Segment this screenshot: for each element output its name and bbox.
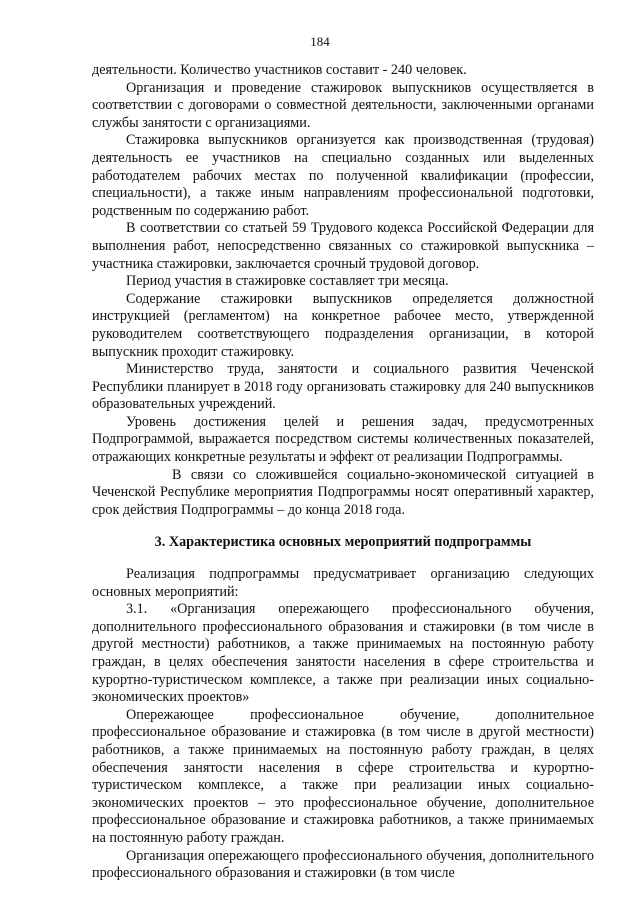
paragraph: В связи со сложившейся социально-экономической ситуацией в Чеченской Республике мероприятия Подпрограммы носят оперативный характер, срок действия Подпрограммы – до конца 2018 года. (92, 466, 594, 518)
paragraph: Реализация подпрограммы предусматривает организацию следующих основных мероприятий: (92, 566, 594, 600)
paragraph: Стажировка выпускников организуется как производственная (трудовая) деятельность ее участников на специально созданных или выделенных работодателем рабочих местах по полученной квалификации (профессии, специальности), а также иным направлениям профессиональной подготовки, родственным по содержанию работ. (92, 132, 594, 219)
paragraph: В соответствии со статьей 59 Трудового кодекса Российской Федерации для выполнения работ, непосредственно связанных со стажировкой выпускника – участника стажировки, заключается срочный трудовой договор. (92, 220, 594, 272)
body-text (92, 62, 594, 883)
page-number: 184 (310, 34, 330, 49)
paragraph: Министерство труда, занятости и социального развития Чеченской Республики планирует в 2018 году организовать стажировку для 240 выпускников образовательных учреждений. (92, 361, 594, 413)
paragraph: Содержание стажировки выпускников определяется должностной инструкцией (регламентом) на конкретное рабочее место, утвержденной руководителем соответствующего подразделения организации, в которой выпускник проходит стажировку. (92, 290, 594, 360)
paragraph-continuation: деятельности. Количество участников составит - 240 человек. (92, 62, 467, 78)
paragraph-item-3-1: 3.1. «Организация опережающего профессионального обучения, дополнительного профессионального образования и стажировки (в том числе в другой местности) работников, а также принимаемых на постоянную работу граждан, в целях обеспечения занятости населения в сфере строительства и курортно-туристическом комплексе, а также при реализации иных социально-экономических проектов» (92, 601, 594, 706)
section-title: 3. Характеристика основных мероприятий подпрограммы (154, 534, 532, 551)
paragraph: Опережающее профессиональное обучение, дополнительное профессиональное образование и стажировка (в том числе в другой местности) работников, а также принимаемых на постоянную работу граждан, в целях обеспечения занятости населения в сфере строительства и курортно-туристическом комплексе, а также при реализации иных социально-экономических проектов – это профессиональное обучение, дополнительное профессиональное образование и стажировка работников, а также принимаемых на постоянную работу граждан. (92, 706, 594, 846)
paragraph: Уровень достижения целей и решения задач, предусмотренных Подпрограммой, выражается посредством системы количественных показателей, отражающих конкретные результаты и эффект от реализации Подпрограммы. (92, 413, 594, 466)
paragraph: Организация и проведение стажировок выпускников осуществляется в соответствии с договорами о совместной деятельности, заключенными органами службы занятости с организациями. (92, 79, 594, 131)
paragraph: Организация опережающего профессионального обучения, дополнительного профессионального образования и стажировки (в том числе (92, 847, 594, 882)
paragraph: Период участия в стажировке составляет три месяца. (126, 273, 449, 290)
